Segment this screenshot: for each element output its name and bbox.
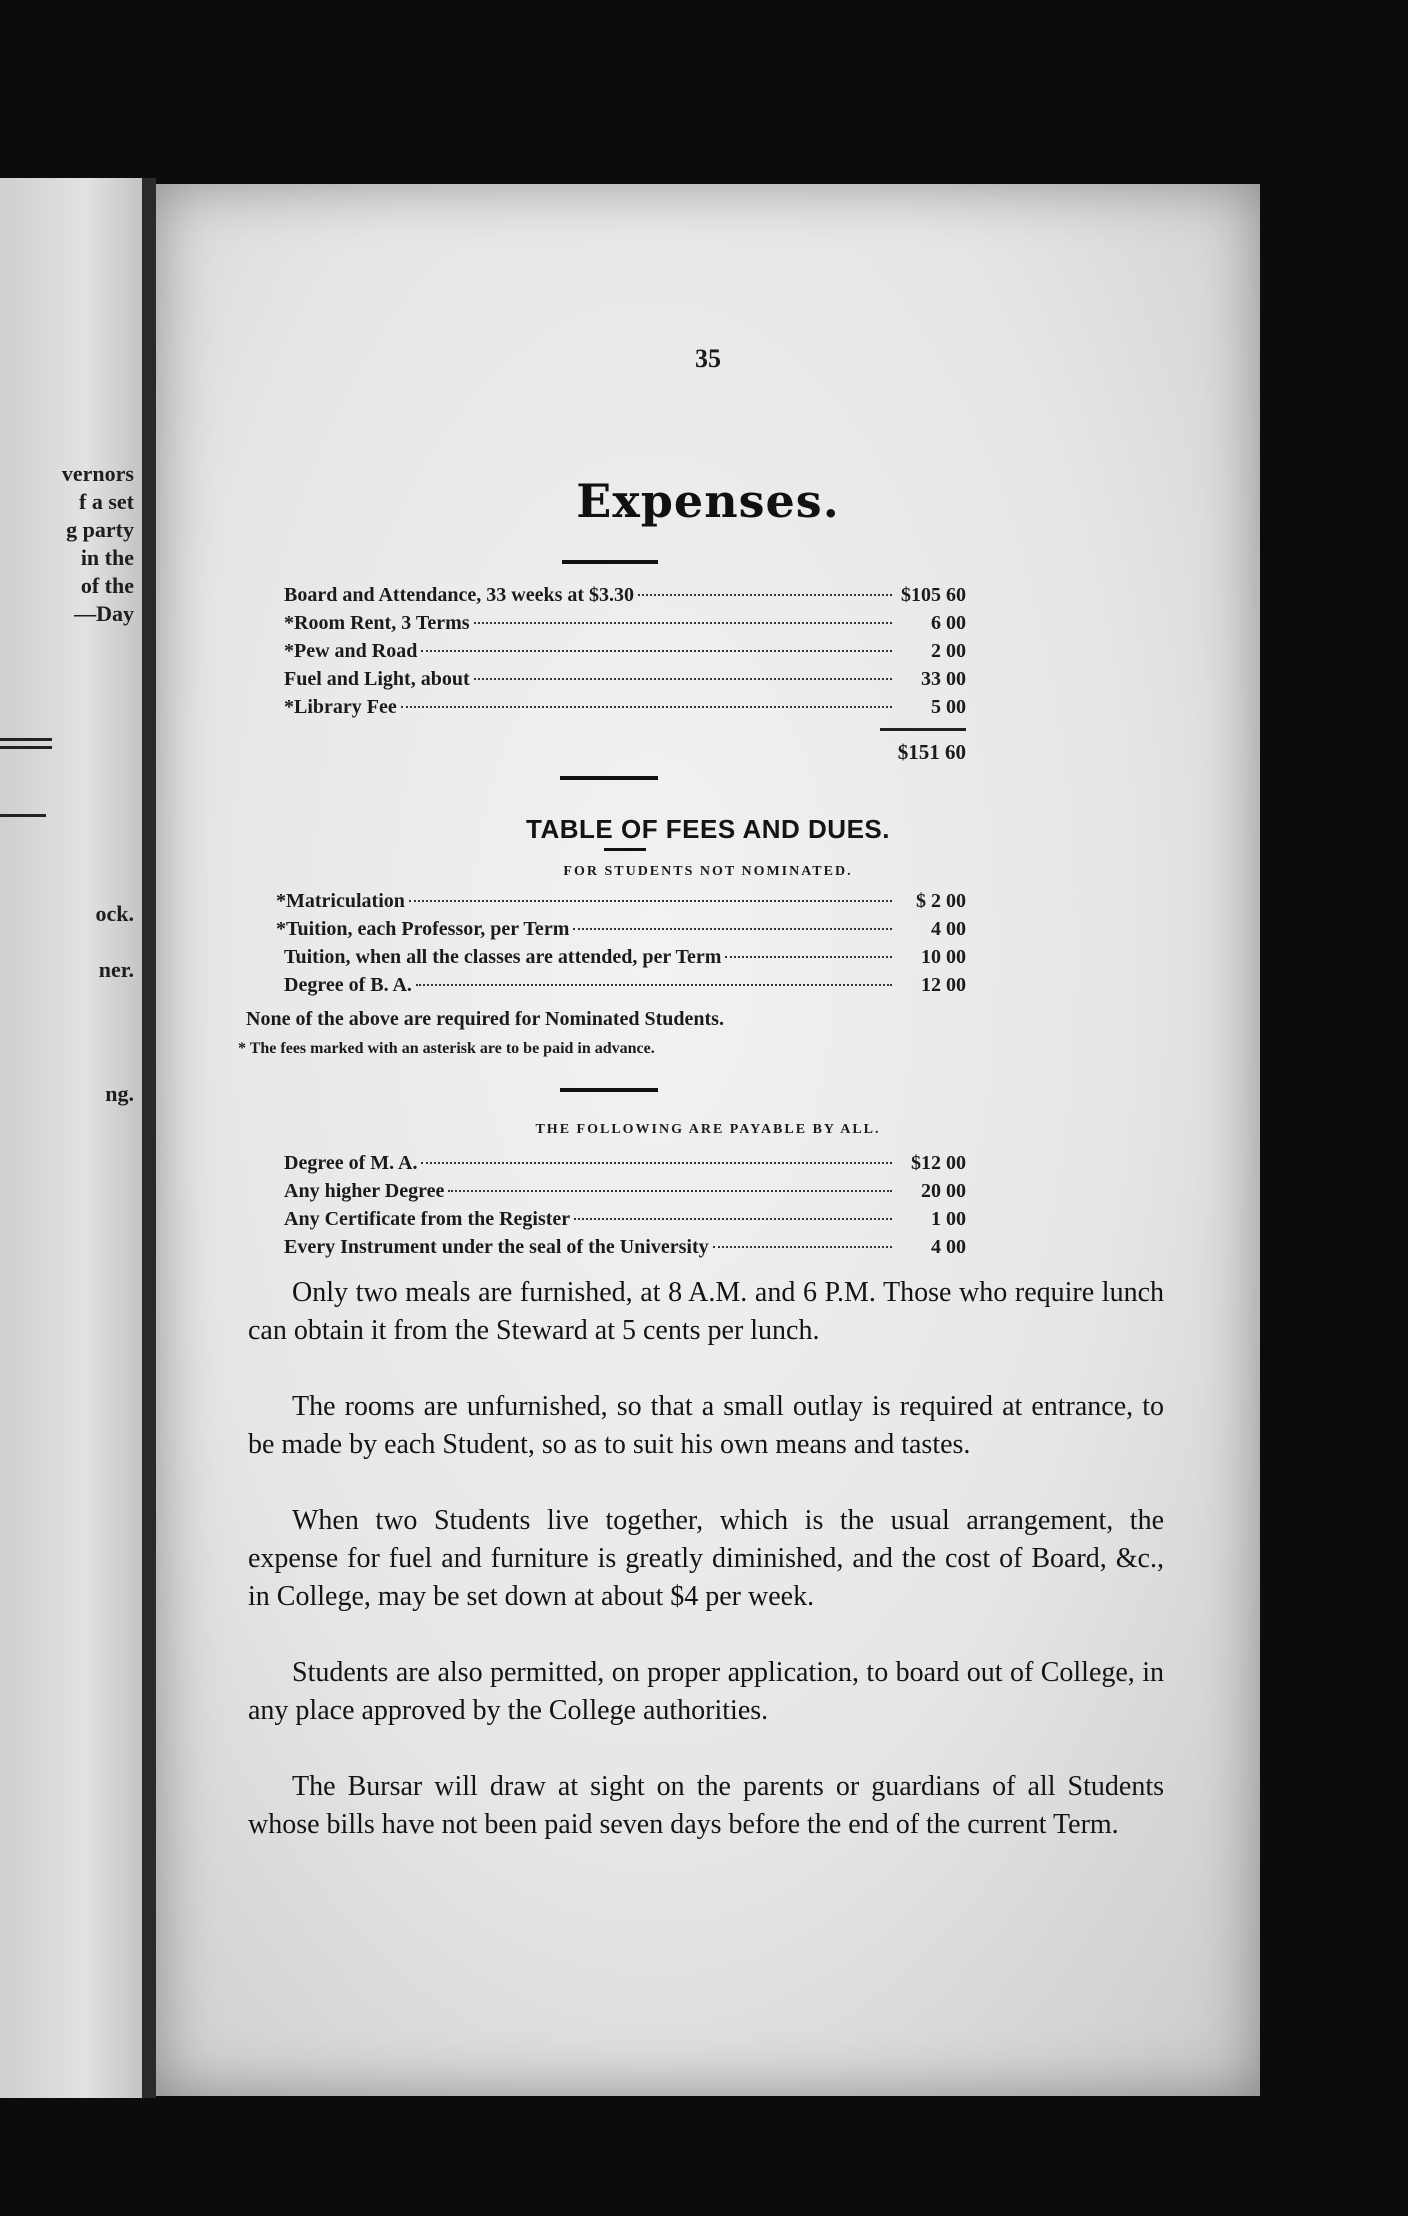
dot-leader xyxy=(416,984,892,986)
title-rule xyxy=(562,560,658,564)
expense-amount: 33 00 xyxy=(921,668,966,690)
fee-row xyxy=(284,972,966,998)
fee-amount: 10 00 xyxy=(921,946,966,968)
body-paragraph: Only two meals are furnished, at 8 A.M. and 6 P.M. Those who require lunch can obtain it from the Steward at 5 cents per lunch. xyxy=(248,1277,1164,1346)
payable-row xyxy=(284,1206,966,1232)
expense-label: *Library Fee xyxy=(284,696,397,718)
sum-rule xyxy=(880,728,966,731)
expense-label: *Pew and Road xyxy=(284,640,418,662)
book-gutter xyxy=(142,178,156,2098)
prev-divider xyxy=(0,738,52,741)
payable-label: Degree of M. A. xyxy=(284,1152,418,1174)
payable-label: Any Certificate from the Register xyxy=(284,1208,571,1230)
prev-text-fragment: ng. xyxy=(105,1081,134,1106)
prev-divider xyxy=(0,746,52,749)
fee-row xyxy=(276,916,966,942)
dot-leader xyxy=(421,1162,892,1164)
fees-note: None of the above are required for Nominated Students. xyxy=(246,1008,724,1030)
dot-leader xyxy=(725,956,892,958)
prev-text-fragment: —Day xyxy=(74,601,134,626)
fee-label: Tuition, when all the classes are attended, per Term xyxy=(284,946,722,968)
payable-label: Any higher Degree xyxy=(284,1180,445,1202)
fee-row xyxy=(284,944,966,970)
body-paragraph: When two Students live together, which is the usual arrangement, the expense for fuel and furniture is greatly diminished, and the cost of Board, &c., in College, may be set down at about $4 per week. xyxy=(248,1505,1164,1612)
expense-amount: 5 00 xyxy=(931,696,966,718)
section-rule xyxy=(560,1088,658,1092)
payable-amount: 1 00 xyxy=(931,1208,966,1230)
fees-heading: TABLE OF FEES AND DUES. xyxy=(526,814,890,844)
page-number: 35 xyxy=(695,344,721,373)
previous-page-edge xyxy=(0,178,142,2098)
dot-leader xyxy=(474,622,892,624)
prev-text-fragment: of the xyxy=(80,573,134,598)
payable-heading: THE FOLLOWING ARE PAYABLE BY ALL. xyxy=(535,1122,881,1137)
page-title: Expenses. xyxy=(576,474,840,528)
expense-row xyxy=(284,638,966,664)
expense-label: *Room Rent, 3 Terms xyxy=(284,612,470,634)
dot-leader xyxy=(573,928,892,930)
fee-label: *Matriculation xyxy=(276,890,405,912)
dot-leader xyxy=(713,1246,892,1248)
fee-amount: 4 00 xyxy=(931,918,966,940)
fee-row xyxy=(276,888,966,914)
expense-row xyxy=(284,694,966,720)
fee-label: *Tuition, each Professor, per Term xyxy=(276,918,570,940)
prev-divider xyxy=(0,814,46,817)
dot-leader xyxy=(574,1218,892,1220)
payable-row xyxy=(284,1178,966,1204)
body-paragraph: The Bursar will draw at sight on the parents or guardians of all Students whose bills have not been paid seven days before the end of the current Term. xyxy=(248,1771,1164,1840)
expense-amount: $105 60 xyxy=(901,584,966,606)
prev-text-fragment: ner. xyxy=(98,957,134,982)
prev-text-fragment: ock. xyxy=(95,901,134,926)
payable-amount: 20 00 xyxy=(921,1180,966,1202)
body-paragraph: The rooms are unfurnished, so that a small outlay is required at entrance, to be made by each Student, so as to suit his own means and tastes. xyxy=(248,1391,1164,1460)
prev-text-fragment: f a set xyxy=(79,489,134,514)
fee-amount: 12 00 xyxy=(921,974,966,996)
body-paragraph: Students are also permitted, on proper application, to board out of College, in any place approved by the College authorities. xyxy=(248,1657,1164,1726)
prev-text-fragment: vernors xyxy=(61,461,134,486)
expense-row xyxy=(284,582,966,608)
dot-leader xyxy=(638,594,892,596)
dot-leader xyxy=(401,706,892,708)
expense-amount: 2 00 xyxy=(931,640,966,662)
prev-text-fragment: in the xyxy=(80,545,134,570)
payable-amount: 4 00 xyxy=(931,1236,966,1258)
fee-amount: $ 2 00 xyxy=(916,890,966,912)
expenses-total: $151 60 xyxy=(897,740,966,764)
payable-row xyxy=(284,1150,966,1176)
fees-footnote: * The fees marked with an asterisk are to be paid in advance. xyxy=(238,1040,655,1057)
section-rule xyxy=(560,776,658,780)
book-page xyxy=(156,184,1260,2096)
expense-row xyxy=(284,666,966,692)
payable-label: Every Instrument under the seal of the University xyxy=(284,1236,709,1258)
prev-text-fragment: g party xyxy=(66,517,134,542)
expense-amount: 6 00 xyxy=(931,612,966,634)
payable-amount: $12 00 xyxy=(911,1152,966,1174)
expense-row xyxy=(284,610,966,636)
dot-leader xyxy=(474,678,892,680)
dot-leader xyxy=(409,900,892,902)
dot-leader xyxy=(421,650,892,652)
fee-label: Degree of B. A. xyxy=(284,974,412,996)
payable-row xyxy=(284,1234,966,1260)
dot-leader xyxy=(448,1190,892,1192)
heading-underline xyxy=(604,848,646,851)
expense-label: Board and Attendance, 33 weeks at $3.30 xyxy=(284,584,635,606)
fees-subheading: FOR STUDENTS NOT NOMINATED. xyxy=(563,864,853,879)
expense-label: Fuel and Light, about xyxy=(284,668,470,690)
